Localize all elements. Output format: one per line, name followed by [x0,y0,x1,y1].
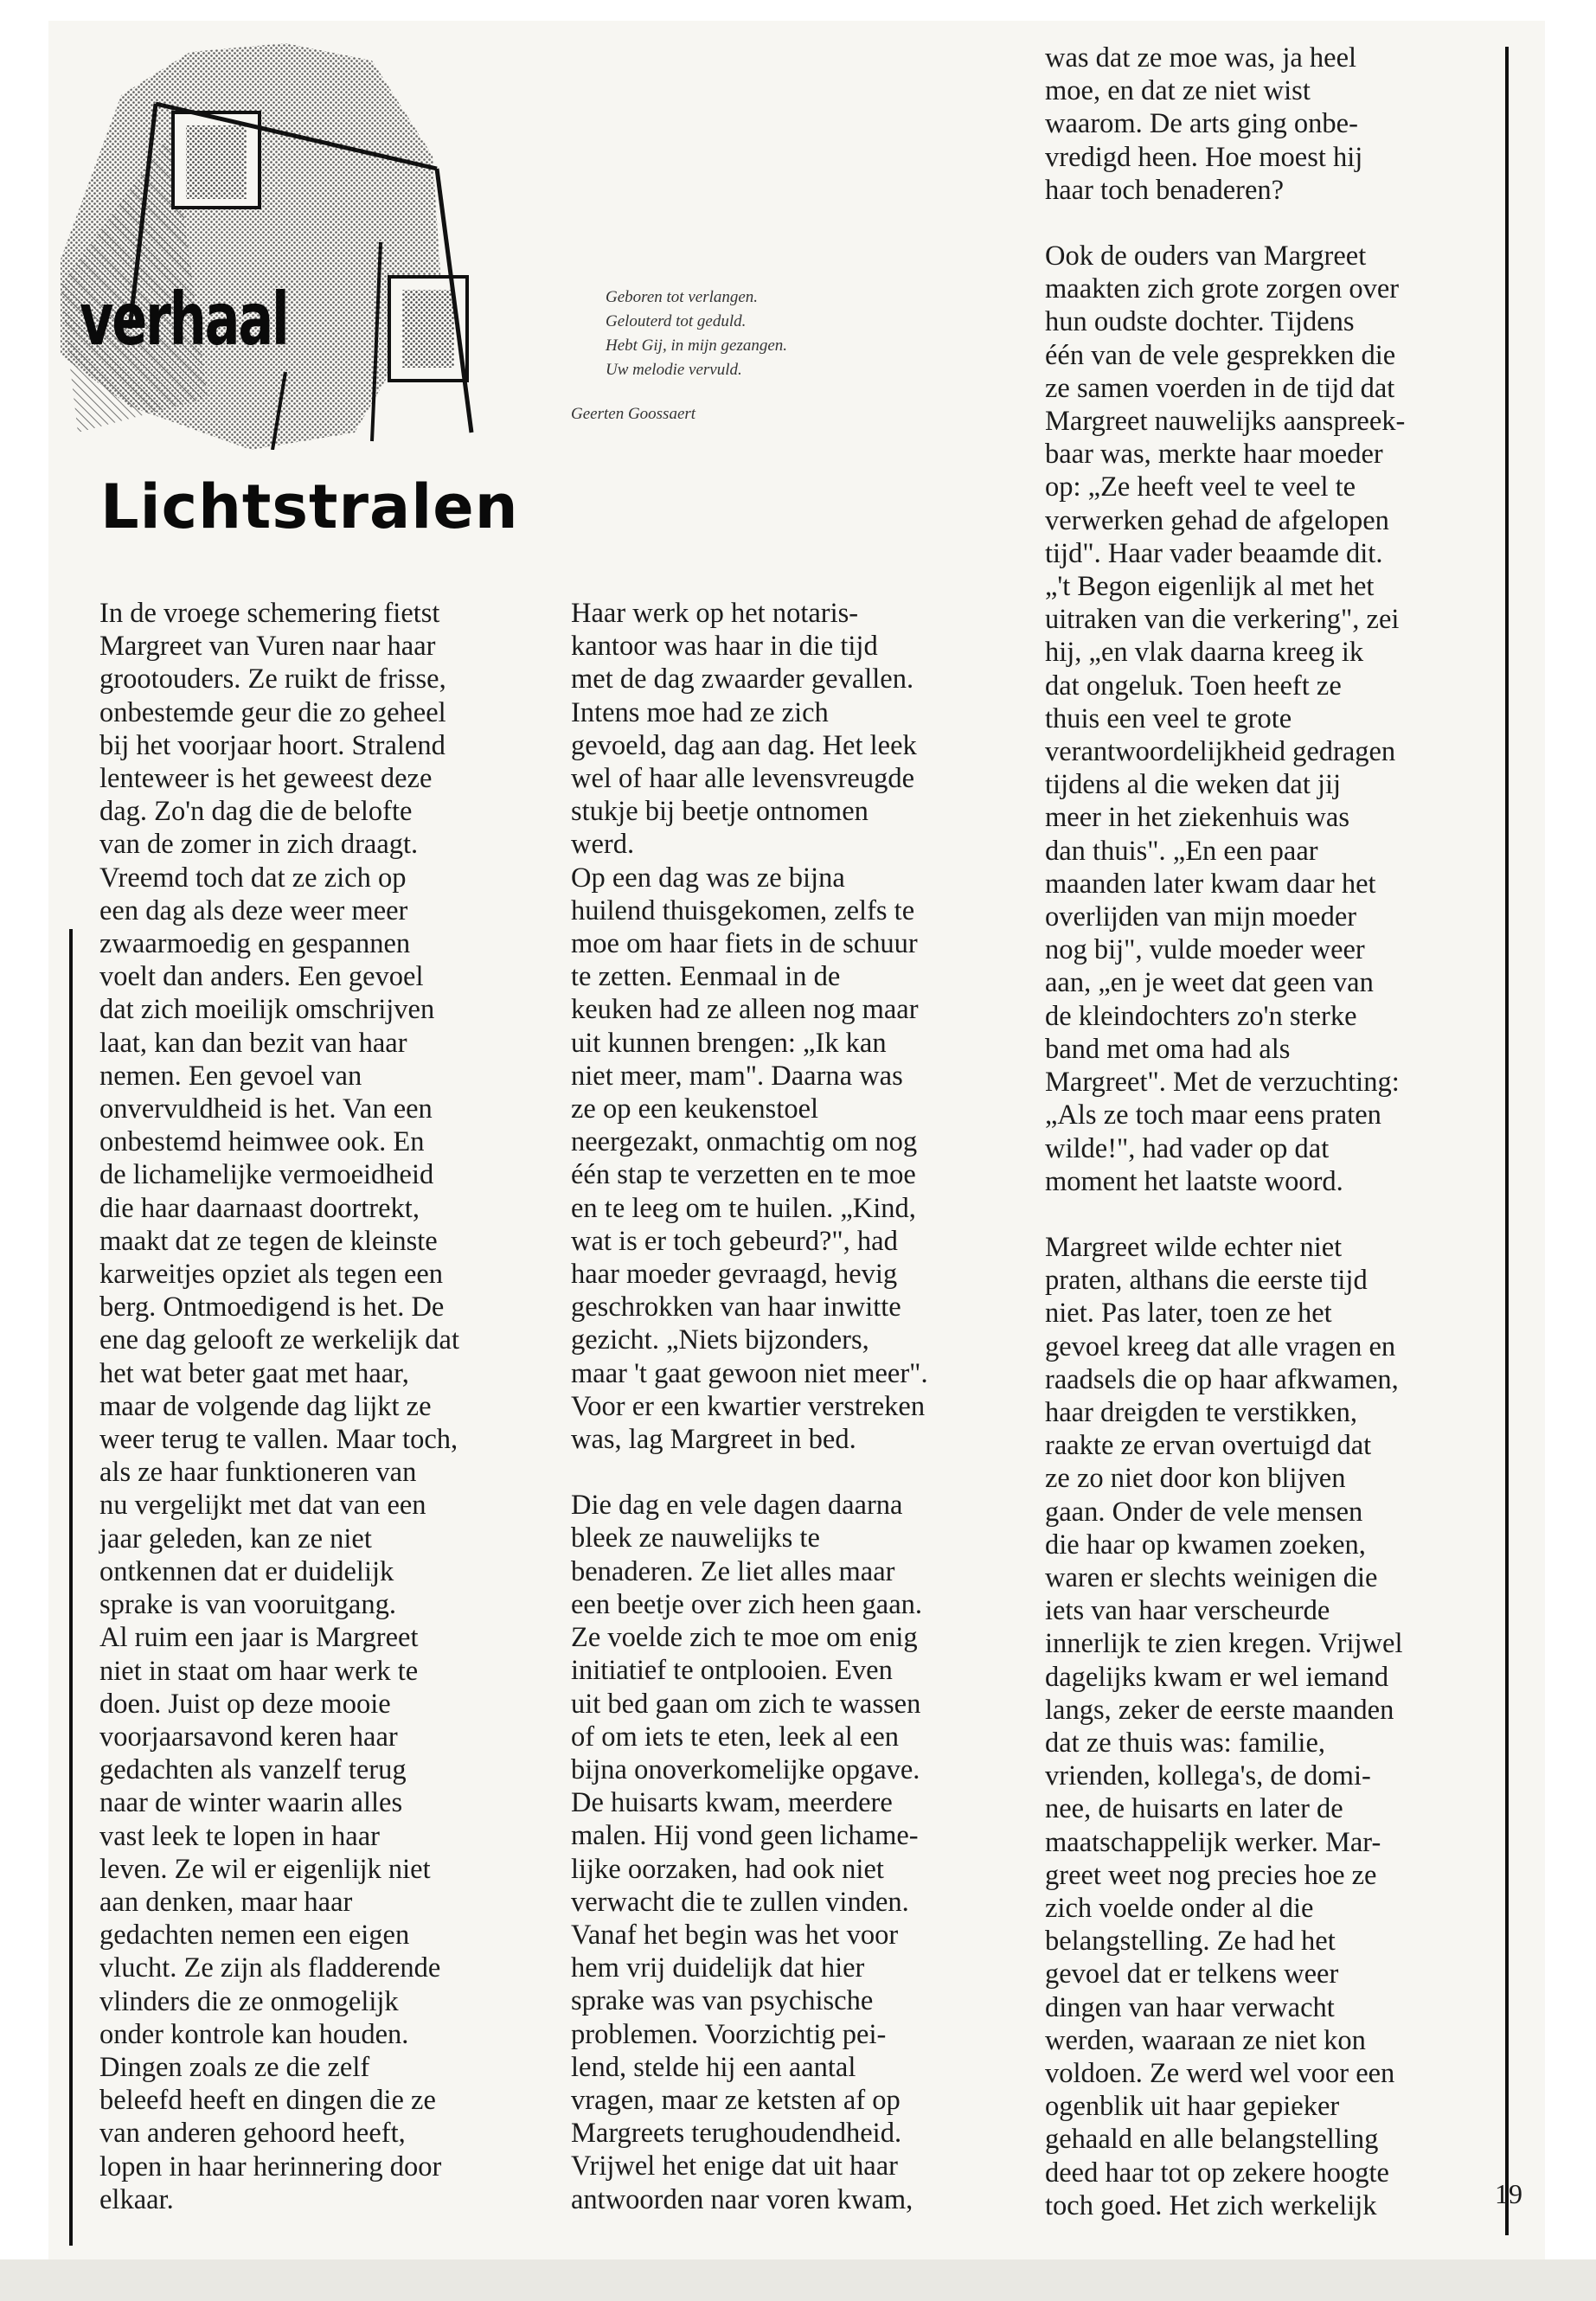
text-line: karweitjes opziet als tegen een [99,1259,444,1291]
text-line: innerlijk te zien kregen. Vrijwel [1045,1628,1403,1660]
paragraph-gap [1045,1198,1460,1231]
text-line: ontkennen dat er duidelijk [99,1555,394,1587]
text-column-3 [1045,42,1460,2222]
poem-author: Geerten Goossaert [571,405,696,423]
text-line: één stap te verzetten en te moe [571,1159,916,1191]
text-line: uitraken van die verkering", zei [1045,604,1400,636]
text-line: dat ze thuis was: familie, [1045,1727,1326,1759]
text-line: Margreet nauwelijks aanspreek- [1045,406,1406,438]
text-line: langs, zeker de eerste maanden [1045,1694,1394,1726]
text-line: bij het voorjaar hoort. Stralend [99,729,445,761]
text-line: gezicht. „Niets bijzonders, [571,1324,869,1356]
left-column-rule [69,929,73,2246]
text-line: zich voelde onder al die [1045,1892,1314,1924]
text-line: praten, althans die eerste tijd [1045,1265,1368,1297]
text-line: te zetten. Eenmaal in de [571,961,841,993]
text-line: en te leeg om te huilen. „Kind, [571,1192,916,1224]
text-line: nemen. Een gevoel van [99,1060,362,1092]
text-line: Margreet". Met de verzuchting: [1045,1067,1400,1099]
text-line: waren er slechts weinigen die [1045,1561,1378,1593]
text-line: antwoorden naar voren kwam, [571,2183,913,2215]
text-line: Haar werk op het notaris- [571,598,859,629]
text-line: één van de vele gesprekken die [1045,339,1396,371]
text-line: raakte ze ervan overtuigd dat [1045,1430,1372,1462]
text-line: nu vergelijkt met dat van een [99,1490,426,1522]
paragraph-gap [1045,207,1460,240]
text-line: verwacht die te zullen vinden. [571,1886,909,1918]
poem-line: Hebt Gij, in mijn gezangen. [606,336,788,355]
text-line: maakt dat ze tegen de kleinste [99,1225,438,1257]
text-line: maatschappelijk werker. Mar- [1045,1826,1381,1858]
text-line: sprake was van psychische [571,1985,874,2017]
text-line: dan thuis". „En een paar [1045,835,1318,867]
text-line: de lichamelijke vermoeidheid [99,1159,434,1191]
text-line: kantoor was haar in die tijd [571,631,878,663]
text-line: problemen. Voorzichtig pei- [571,2018,887,2050]
text-line: niet. Pas later, toen ze het [1045,1298,1332,1330]
text-line: hem vrij duidelijk dat hier [571,1952,865,1984]
text-line: deed haar tot op zekere hoogte [1045,2157,1389,2189]
text-line: lijke oorzaken, had ook niet [571,1853,884,1885]
text-line: dagelijks kwam er wel iemand [1045,1661,1389,1693]
text-line: van de zomer in zich draagt. [99,829,419,861]
text-line: zwaarmoedig en gespannen [99,928,411,960]
text-line: keuken had ze alleen nog maar [571,994,919,1026]
text-line: het wat beter gaat met haar, [99,1357,409,1389]
article-title: Lichtstralen [100,471,519,542]
text-line: meer in het ziekenhuis was [1045,802,1349,834]
text-line: was dat ze moe was, ja heel [1045,42,1357,74]
text-line: Voor er een kwartier verstreken [571,1390,926,1422]
text-line: jaar geleden, kan ze niet [99,1522,372,1554]
text-line: tijd". Haar vader beaamde dit. [1045,537,1383,569]
text-line: gedachten nemen een eigen [99,1920,410,1952]
text-line: hun oudste dochter. Tijdens [1045,306,1355,338]
text-line: voelt dan anders. Een gevoel [99,961,424,993]
text-line: sprake is van vooruitgang. [99,1589,396,1621]
text-line: gedachten als vanzelf terug [99,1754,407,1786]
text-line: vrienden, kollega's, de domi- [1045,1760,1371,1792]
text-line: raadsels die op haar afkwamen, [1045,1363,1399,1395]
text-line: benaderen. Ze liet alles maar [571,1555,895,1587]
text-line: aan denken, maar haar [99,1886,353,1918]
text-line: werd. [571,829,635,861]
text-line: een beetje over zich heen gaan. [571,1588,923,1620]
text-line: wat is er toch gebeurd?", had [571,1225,898,1257]
text-line: stukje bij beetje ontnomen [571,796,869,828]
text-line: Intens moe had ze zich [571,696,829,728]
text-line: de kleindochters zo'n sterke [1045,1000,1357,1032]
text-column-2 [571,597,1003,2216]
text-line: haar toch benaderen? [1045,174,1285,206]
text-line: ze zo niet door kon blijven [1045,1463,1346,1495]
text-line: ze samen voerden in de tijd dat [1045,372,1395,404]
poem-line: Geboren tot verlangen. [606,288,759,306]
text-line: De huisarts kwam, meerdere [571,1787,893,1819]
text-line: gehaald en alle belangstelling [1045,2124,1379,2156]
text-line: ene dag gelooft ze werkelijk dat [99,1324,459,1356]
poem-line: Uw melodie vervuld. [606,361,742,379]
text-line: gaan. Onder de vele mensen [1045,1496,1363,1528]
text-line: maanden later kwam daar het [1045,868,1376,900]
text-line: In de vroege schemering fietst [99,598,440,629]
text-line: Margreet van Vuren naar haar [99,631,436,663]
text-line: beleefd heeft en dingen die ze [99,2085,436,2117]
text-line: Vanaf het begin was het voor [571,1919,899,1951]
text-line: lenteweer is het geweest deze [99,763,433,795]
text-line: neergezakt, onmachtig om nog [571,1126,918,1158]
text-line: maar de volgende dag lijkt ze [99,1390,432,1422]
text-line: moe, en dat ze niet wist [1045,75,1311,107]
text-line: toch goed. Het zich werkelijk [1045,2189,1377,2221]
text-line: vragen, maar ze ketsten af op [571,2084,901,2116]
text-line: aan, „en je weet dat geen van [1045,967,1374,999]
text-line: bijna onoverkomelijke opgave. [571,1753,920,1785]
text-line: band met oma had als [1045,1033,1291,1065]
text-line: greet weet nog precies hoe ze [1045,1859,1377,1891]
text-line: vredigd heen. Hoe moest hij [1045,141,1363,173]
text-line: werden, waaraan ze niet kon [1045,2024,1366,2056]
text-line: malen. Hij vond geen lichame- [571,1820,919,1852]
page-bottom-edge [0,2259,1596,2301]
text-line: „'t Begon eigenlijk al met het [1045,571,1375,603]
text-line: waarom. De arts ging onbe- [1045,108,1358,140]
text-line: ze op een keukenstoel [571,1093,819,1125]
text-line: gevoel kreeg dat alle vragen en [1045,1330,1396,1362]
text-line: gevoeld, dag aan dag. Het leek [571,729,917,761]
text-line: iets van haar verscheurde [1045,1595,1330,1627]
text-line: een dag als deze weer meer [99,894,408,926]
poem-line: Gelouterd tot geduld. [606,312,747,330]
text-line: Op een dag was ze bijna [571,862,845,894]
text-line: thuis een veel te grote [1045,702,1292,734]
text-line: onbestemd heimwee ook. En [99,1126,425,1158]
text-line: uit bed gaan om zich te wassen [571,1688,921,1720]
text-line: voldoen. Ze werd wel voor een [1045,2057,1395,2089]
text-line: grootouders. Ze ruikt de frisse, [99,663,446,695]
text-line: of om iets te eten, leek al een [571,1721,900,1753]
text-line: niet meer, mam". Daarna was [571,1060,903,1092]
text-line: dag. Zo'n dag die de belofte [99,796,413,828]
text-line: moe om haar fiets in de schuur [571,928,918,960]
text-line: Vrijwel het enige dat uit haar [571,2150,898,2182]
text-line: Ook de ouders van Margreet [1045,240,1367,272]
text-line: Die dag en vele dagen daarna [571,1490,903,1522]
text-line: uit kunnen brengen: „Ik kan [571,1027,887,1059]
text-line: die haar op kwamen zoeken, [1045,1529,1366,1561]
text-line: moment het laatste woord. [1045,1165,1343,1197]
section-header-graphic [26,26,519,450]
text-line: tijdens al die weken dat jij [1045,769,1342,801]
text-line: belangstelling. Ze had het [1045,1926,1336,1958]
text-line: Vreemd toch dat ze zich op [99,862,407,894]
text-line: op: „Ze heeft veel te veel te [1045,471,1356,503]
text-line: haar moeder gevraagd, hevig [571,1259,898,1291]
text-line: was, lag Margreet in bed. [571,1424,856,1456]
text-line: Margreet wilde echter niet [1045,1231,1343,1263]
text-line: van anderen gehoord heeft, [99,2118,406,2150]
text-line: laat, kan dan bezit van haar [99,1027,407,1059]
text-line: hij, „en vlak daarna kreeg ik [1045,637,1364,669]
text-line: wilde!", had vader op dat [1045,1132,1330,1164]
paragraph-gap [571,1456,1003,1489]
text-line: met de dag zwaarder gevallen. [571,663,914,695]
text-line: onder kontrole kan houden. [99,2018,409,2050]
text-line: maakten zich grote zorgen over [1045,273,1400,305]
text-line: dat ongeluk. Toen heeft ze [1045,670,1342,702]
page-number: 19 [1495,2178,1522,2209]
epigraph-poem [606,285,787,382]
text-line: Margreets terughoudendheid. [571,2118,902,2150]
text-line: „Als ze toch maar eens praten [1045,1099,1381,1131]
text-line: Al ruim een jaar is Margreet [99,1622,419,1654]
right-column-rule [1505,47,1509,2235]
text-column-1 [99,597,532,2216]
text-line: bleek ze nauwelijks te [571,1522,820,1554]
text-line: onvervuldheid is het. Van een [99,1093,433,1125]
text-line: Dingen zoals ze die zelf [99,2051,370,2083]
text-line: huilend thuisgekomen, zelfs te [571,894,915,926]
text-line: niet in staat om haar werk te [99,1655,419,1687]
text-line: geschrokken van haar inwitte [571,1292,901,1324]
text-line: nee, de huisarts en later de [1045,1793,1343,1825]
text-line: dingen van haar verwacht [1045,1991,1335,2023]
text-line: verwerken gehad de afgelopen [1045,504,1389,536]
text-line: dat zich moeilijk omschrijven [99,994,435,1026]
text-line: vlucht. Ze zijn als fladderende [99,1952,441,1984]
text-line: vlinders die ze onmogelijk [99,1985,399,2017]
text-line: berg. Ontmoedigend is het. De [99,1292,445,1324]
text-line: vast leek te lopen in haar [99,1820,380,1852]
text-line: verantwoordelijkheid gedragen [1045,736,1396,768]
section-label: verhaal [80,277,288,362]
text-line: Ze voelde zich te moe om enig [571,1622,918,1654]
text-line: baar was, merkte haar moeder [1045,439,1383,471]
text-line: initiatief te ontplooien. Even [571,1655,893,1687]
text-line: elkaar. [99,2183,174,2215]
text-line: ogenblik uit haar gepieker [1045,2091,1340,2123]
text-line: leven. Ze wil er eigenlijk niet [99,1853,431,1885]
text-line: wel of haar alle levensvreugde [571,763,915,795]
text-line: haar dreigden te verstikken, [1045,1396,1357,1428]
text-line: lend, stelde hij een aantal [571,2051,856,2083]
text-line: overlijden van mijn moeder [1045,901,1357,933]
text-line: nog bij", vulde moeder weer [1045,934,1365,966]
text-line: als ze haar funktioneren van [99,1457,417,1489]
text-line: naar de winter waarin alles [99,1787,403,1819]
text-line: onbestemde geur die zo geheel [99,696,446,728]
text-line: doen. Juist op deze mooie [99,1688,391,1720]
text-line: lopen in haar herinnering door [99,2150,442,2182]
text-line: die haar daarnaast doortrekt, [99,1192,420,1224]
text-line: maar 't gaat gewoon niet meer". [571,1357,928,1389]
text-line: voorjaarsavond keren haar [99,1721,398,1753]
text-line: gevoel dat er telkens weer [1045,1958,1339,1990]
text-line: weer terug te vallen. Maar toch, [99,1424,458,1456]
